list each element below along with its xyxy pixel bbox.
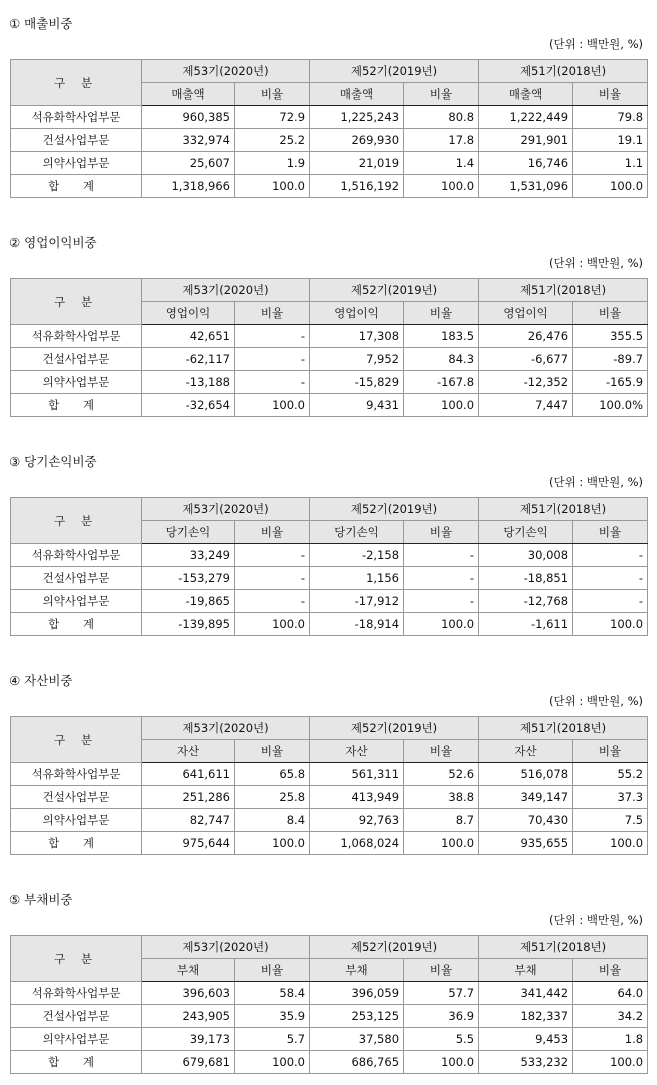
row-label: 석유화학사업부문 bbox=[11, 763, 142, 786]
unit-label: (단위 : 백만원, %) bbox=[549, 475, 643, 489]
amount-cell: 9,431 bbox=[310, 394, 404, 417]
table-row bbox=[11, 982, 648, 1005]
amount-cell: 30,008 bbox=[479, 544, 573, 567]
ratio-cell: - bbox=[235, 325, 310, 348]
table-row bbox=[11, 152, 648, 175]
amount-cell: 70,430 bbox=[479, 809, 573, 832]
ratio-cell: 34.2 bbox=[573, 1005, 648, 1028]
amount-cell: -153,279 bbox=[142, 567, 235, 590]
amount-cell: 21,019 bbox=[310, 152, 404, 175]
metric-header: 부채 bbox=[479, 959, 573, 982]
amount-cell: -2,158 bbox=[310, 544, 404, 567]
amount-cell: 37,580 bbox=[310, 1028, 404, 1051]
ratio-cell: 55.2 bbox=[573, 763, 648, 786]
metric-header: 당기손익 bbox=[310, 521, 404, 544]
ratio-cell: 38.8 bbox=[404, 786, 479, 809]
period-header: 제51기(2018년) bbox=[479, 717, 648, 740]
total-row bbox=[11, 175, 648, 198]
ratio-header: 비율 bbox=[573, 83, 648, 106]
table-row bbox=[11, 348, 648, 371]
section-title: ② 영업이익비중 bbox=[9, 235, 97, 250]
amount-cell: 92,763 bbox=[310, 809, 404, 832]
ratio-cell: - bbox=[235, 590, 310, 613]
ratio-cell: 100.0 bbox=[404, 394, 479, 417]
amount-cell: 25,607 bbox=[142, 152, 235, 175]
ratio-cell: 25.8 bbox=[235, 786, 310, 809]
amount-cell: 935,655 bbox=[479, 832, 573, 855]
amount-cell: 960,385 bbox=[142, 106, 235, 129]
amount-cell: -12,768 bbox=[479, 590, 573, 613]
ratio-cell: - bbox=[573, 590, 648, 613]
ratio-cell: 36.9 bbox=[404, 1005, 479, 1028]
ratio-cell: - bbox=[404, 544, 479, 567]
metric-header: 매출액 bbox=[479, 83, 573, 106]
ratio-cell: 100.0 bbox=[404, 613, 479, 636]
ratio-cell: 100.0 bbox=[573, 175, 648, 198]
ratio-header: 비율 bbox=[573, 740, 648, 763]
ratio-cell: 1.1 bbox=[573, 152, 648, 175]
ratio-cell: 58.4 bbox=[235, 982, 310, 1005]
amount-cell: 1,516,192 bbox=[310, 175, 404, 198]
metric-header: 영업이익 bbox=[142, 302, 235, 325]
amount-cell: 396,603 bbox=[142, 982, 235, 1005]
amount-cell: 641,611 bbox=[142, 763, 235, 786]
amount-cell: -15,829 bbox=[310, 371, 404, 394]
section-title: ③ 당기손익비중 bbox=[9, 454, 97, 469]
amount-cell: 975,644 bbox=[142, 832, 235, 855]
table-row bbox=[11, 544, 648, 567]
amount-cell: -62,117 bbox=[142, 348, 235, 371]
ratio-header: 비율 bbox=[573, 302, 648, 325]
ratio-cell: 17.8 bbox=[404, 129, 479, 152]
period-header: 제51기(2018년) bbox=[479, 936, 648, 959]
period-header: 제53기(2020년) bbox=[142, 717, 310, 740]
row-label: 의약사업부문 bbox=[11, 809, 142, 832]
ratio-cell: 100.0 bbox=[573, 613, 648, 636]
ratio-cell: - bbox=[404, 590, 479, 613]
period-header: 제53기(2020년) bbox=[142, 936, 310, 959]
unit-label: (단위 : 백만원, %) bbox=[549, 694, 643, 708]
amount-cell: 39,173 bbox=[142, 1028, 235, 1051]
ratio-cell: 100.0 bbox=[235, 613, 310, 636]
period-header: 제51기(2018년) bbox=[479, 279, 648, 302]
total-row bbox=[11, 613, 648, 636]
ratio-header: 비율 bbox=[235, 302, 310, 325]
ratio-cell: 8.7 bbox=[404, 809, 479, 832]
metric-header: 자산 bbox=[142, 740, 235, 763]
ratio-header: 비율 bbox=[404, 959, 479, 982]
ratio-header: 비율 bbox=[404, 740, 479, 763]
ratio-cell: -89.7 bbox=[573, 348, 648, 371]
row-label: 건설사업부문 bbox=[11, 1005, 142, 1028]
table-row bbox=[11, 129, 648, 152]
row-label: 합 계 bbox=[11, 394, 142, 417]
total-row bbox=[11, 1051, 648, 1074]
amount-cell: 253,125 bbox=[310, 1005, 404, 1028]
ratio-cell: 5.5 bbox=[404, 1028, 479, 1051]
ratio-cell: 64.0 bbox=[573, 982, 648, 1005]
unit-label: (단위 : 백만원, %) bbox=[549, 37, 643, 51]
row-label: 건설사업부문 bbox=[11, 567, 142, 590]
ratio-cell: 8.4 bbox=[235, 809, 310, 832]
amount-cell: 533,232 bbox=[479, 1051, 573, 1074]
ratio-cell: 79.8 bbox=[573, 106, 648, 129]
ratio-cell: 100.0 bbox=[404, 1051, 479, 1074]
amount-cell: -18,914 bbox=[310, 613, 404, 636]
table-row bbox=[11, 763, 648, 786]
table-row bbox=[11, 809, 648, 832]
ratio-header: 비율 bbox=[404, 302, 479, 325]
amount-cell: 9,453 bbox=[479, 1028, 573, 1051]
metric-header: 영업이익 bbox=[310, 302, 404, 325]
ratio-header: 비율 bbox=[404, 521, 479, 544]
amount-cell: 396,059 bbox=[310, 982, 404, 1005]
row-label: 석유화학사업부문 bbox=[11, 325, 142, 348]
ratio-cell: 1.8 bbox=[573, 1028, 648, 1051]
metric-header: 부채 bbox=[310, 959, 404, 982]
category-header: 구 분 bbox=[11, 498, 142, 544]
ratio-cell: - bbox=[404, 567, 479, 590]
ratio-cell: 7.5 bbox=[573, 809, 648, 832]
ratio-cell: 84.3 bbox=[404, 348, 479, 371]
row-label: 건설사업부문 bbox=[11, 129, 142, 152]
section-title: ④ 자산비중 bbox=[9, 673, 73, 688]
amount-cell: 82,747 bbox=[142, 809, 235, 832]
ratio-header: 비율 bbox=[235, 740, 310, 763]
category-header: 구 분 bbox=[11, 717, 142, 763]
metric-header: 자산 bbox=[479, 740, 573, 763]
section-title: ⑤ 부채비중 bbox=[9, 892, 73, 907]
row-label: 석유화학사업부문 bbox=[11, 544, 142, 567]
period-header: 제52기(2019년) bbox=[310, 498, 479, 521]
row-label: 의약사업부문 bbox=[11, 590, 142, 613]
ratio-cell: 37.3 bbox=[573, 786, 648, 809]
table-row bbox=[11, 590, 648, 613]
amount-cell: 332,974 bbox=[142, 129, 235, 152]
amount-cell: 1,318,966 bbox=[142, 175, 235, 198]
period-header: 제51기(2018년) bbox=[479, 60, 648, 83]
ratio-header: 비율 bbox=[404, 83, 479, 106]
ratio-header: 비율 bbox=[573, 959, 648, 982]
ratio-header: 비율 bbox=[573, 521, 648, 544]
ratio-cell: 183.5 bbox=[404, 325, 479, 348]
amount-cell: 1,156 bbox=[310, 567, 404, 590]
ratio-cell: 100.0 bbox=[235, 1051, 310, 1074]
row-label: 합 계 bbox=[11, 613, 142, 636]
unit-label: (단위 : 백만원, %) bbox=[549, 913, 643, 927]
ratio-cell: 100.0 bbox=[404, 832, 479, 855]
amount-cell: 251,286 bbox=[142, 786, 235, 809]
period-header: 제52기(2019년) bbox=[310, 936, 479, 959]
amount-cell: 1,225,243 bbox=[310, 106, 404, 129]
category-header: 구 분 bbox=[11, 279, 142, 325]
ratio-cell: 65.8 bbox=[235, 763, 310, 786]
row-label: 의약사업부문 bbox=[11, 1028, 142, 1051]
row-label: 석유화학사업부문 bbox=[11, 106, 142, 129]
metric-header: 매출액 bbox=[310, 83, 404, 106]
ratio-cell: 100.0 bbox=[404, 175, 479, 198]
ratio-cell: -165.9 bbox=[573, 371, 648, 394]
amount-cell: 7,447 bbox=[479, 394, 573, 417]
table-row bbox=[11, 786, 648, 809]
amount-cell: 269,930 bbox=[310, 129, 404, 152]
row-label: 의약사업부문 bbox=[11, 371, 142, 394]
header-row-periods bbox=[11, 279, 648, 302]
ratio-header: 비율 bbox=[235, 959, 310, 982]
data-table bbox=[10, 716, 648, 855]
row-label: 합 계 bbox=[11, 1051, 142, 1074]
table-row bbox=[11, 567, 648, 590]
data-table bbox=[10, 935, 648, 1074]
ratio-cell: 100.0 bbox=[235, 394, 310, 417]
ratio-cell: 100.0 bbox=[235, 175, 310, 198]
amount-cell: 341,442 bbox=[479, 982, 573, 1005]
ratio-cell: 1.4 bbox=[404, 152, 479, 175]
table-row bbox=[11, 1005, 648, 1028]
table-row bbox=[11, 371, 648, 394]
amount-cell: -17,912 bbox=[310, 590, 404, 613]
period-header: 제53기(2020년) bbox=[142, 60, 310, 83]
amount-cell: 679,681 bbox=[142, 1051, 235, 1074]
ratio-cell: - bbox=[235, 544, 310, 567]
ratio-cell: - bbox=[235, 371, 310, 394]
table-row bbox=[11, 106, 648, 129]
amount-cell: 413,949 bbox=[310, 786, 404, 809]
amount-cell: -19,865 bbox=[142, 590, 235, 613]
ratio-cell: - bbox=[573, 544, 648, 567]
ratio-cell: 25.2 bbox=[235, 129, 310, 152]
ratio-header: 비율 bbox=[235, 83, 310, 106]
ratio-header: 비율 bbox=[235, 521, 310, 544]
category-header: 구 분 bbox=[11, 936, 142, 982]
amount-cell: 1,222,449 bbox=[479, 106, 573, 129]
metric-header: 당기손익 bbox=[479, 521, 573, 544]
section-title: ① 매출비중 bbox=[9, 16, 73, 31]
data-table bbox=[10, 497, 648, 636]
ratio-cell: 72.9 bbox=[235, 106, 310, 129]
period-header: 제53기(2020년) bbox=[142, 279, 310, 302]
period-header: 제51기(2018년) bbox=[479, 498, 648, 521]
amount-cell: -6,677 bbox=[479, 348, 573, 371]
ratio-cell: 355.5 bbox=[573, 325, 648, 348]
table-row bbox=[11, 325, 648, 348]
ratio-cell: 100.0% bbox=[573, 394, 648, 417]
metric-header: 영업이익 bbox=[479, 302, 573, 325]
header-row-periods bbox=[11, 60, 648, 83]
ratio-cell: - bbox=[235, 567, 310, 590]
amount-cell: -18,851 bbox=[479, 567, 573, 590]
ratio-cell: 1.9 bbox=[235, 152, 310, 175]
amount-cell: 17,308 bbox=[310, 325, 404, 348]
ratio-cell: 100.0 bbox=[235, 832, 310, 855]
amount-cell: 1,068,024 bbox=[310, 832, 404, 855]
amount-cell: 516,078 bbox=[479, 763, 573, 786]
amount-cell: 7,952 bbox=[310, 348, 404, 371]
period-header: 제52기(2019년) bbox=[310, 60, 479, 83]
metric-header: 매출액 bbox=[142, 83, 235, 106]
amount-cell: 561,311 bbox=[310, 763, 404, 786]
row-label: 합 계 bbox=[11, 832, 142, 855]
amount-cell: 686,765 bbox=[310, 1051, 404, 1074]
amount-cell: 1,531,096 bbox=[479, 175, 573, 198]
category-header: 구 분 bbox=[11, 60, 142, 106]
row-label: 석유화학사업부문 bbox=[11, 982, 142, 1005]
metric-header: 당기손익 bbox=[142, 521, 235, 544]
total-row bbox=[11, 832, 648, 855]
amount-cell: 291,901 bbox=[479, 129, 573, 152]
ratio-cell: 5.7 bbox=[235, 1028, 310, 1051]
row-label: 건설사업부문 bbox=[11, 348, 142, 371]
ratio-cell: 57.7 bbox=[404, 982, 479, 1005]
unit-label: (단위 : 백만원, %) bbox=[549, 256, 643, 270]
amount-cell: 16,746 bbox=[479, 152, 573, 175]
ratio-cell: 100.0 bbox=[573, 1051, 648, 1074]
amount-cell: 33,249 bbox=[142, 544, 235, 567]
period-header: 제53기(2020년) bbox=[142, 498, 310, 521]
amount-cell: -139,895 bbox=[142, 613, 235, 636]
ratio-cell: -167.8 bbox=[404, 371, 479, 394]
header-row-periods bbox=[11, 936, 648, 959]
header-row-periods bbox=[11, 498, 648, 521]
amount-cell: -13,188 bbox=[142, 371, 235, 394]
period-header: 제52기(2019년) bbox=[310, 717, 479, 740]
ratio-cell: 19.1 bbox=[573, 129, 648, 152]
period-header: 제52기(2019년) bbox=[310, 279, 479, 302]
table-row bbox=[11, 1028, 648, 1051]
amount-cell: 182,337 bbox=[479, 1005, 573, 1028]
data-table bbox=[10, 59, 648, 198]
amount-cell: 243,905 bbox=[142, 1005, 235, 1028]
row-label: 합 계 bbox=[11, 175, 142, 198]
ratio-cell: - bbox=[573, 567, 648, 590]
header-row-periods bbox=[11, 717, 648, 740]
data-table bbox=[10, 278, 648, 417]
ratio-cell: 52.6 bbox=[404, 763, 479, 786]
ratio-cell: 80.8 bbox=[404, 106, 479, 129]
total-row bbox=[11, 394, 648, 417]
amount-cell: -1,611 bbox=[479, 613, 573, 636]
metric-header: 부채 bbox=[142, 959, 235, 982]
row-label: 건설사업부문 bbox=[11, 786, 142, 809]
amount-cell: -12,352 bbox=[479, 371, 573, 394]
amount-cell: 26,476 bbox=[479, 325, 573, 348]
ratio-cell: - bbox=[235, 348, 310, 371]
amount-cell: 42,651 bbox=[142, 325, 235, 348]
row-label: 의약사업부문 bbox=[11, 152, 142, 175]
amount-cell: 349,147 bbox=[479, 786, 573, 809]
metric-header: 자산 bbox=[310, 740, 404, 763]
ratio-cell: 35.9 bbox=[235, 1005, 310, 1028]
ratio-cell: 100.0 bbox=[573, 832, 648, 855]
amount-cell: -32,654 bbox=[142, 394, 235, 417]
